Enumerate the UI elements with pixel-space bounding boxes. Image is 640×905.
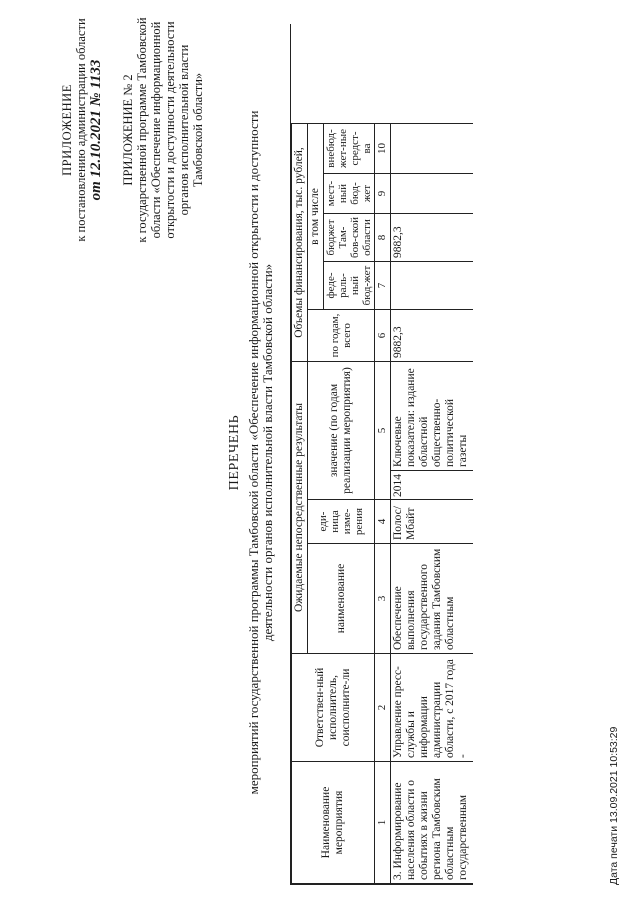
cell-federal	[391, 262, 474, 310]
cell-executor: Управление пресс-службы и информации администрации области, с 2017 года -	[391, 654, 474, 762]
appendix-header	[60, 15, 205, 245]
title-line-1: мероприятий государственной программы Тамбовской области «Обеспечение информационной открытости и доступности	[246, 110, 261, 795]
cell-extra-budget	[391, 124, 474, 174]
cell-unit: Полос/ Мбайт	[391, 500, 474, 544]
appendix-program-ref: к государственной программе Тамбовской области «Обеспечение информационной открытости и доступности деятельности органов исполнительной власти Тамбовской области»	[135, 17, 205, 243]
measures-table	[290, 24, 473, 885]
cell-result-name: Обеспечение выполнения государственного задания Тамбовским областным	[391, 544, 474, 654]
header-finance: Объемы финансирования, тыс. рублей,	[292, 124, 308, 362]
header-expected-results: Ожидаемые непосредственные результаты	[292, 362, 308, 654]
col-number: 6	[375, 310, 391, 362]
header-result-name: наименование	[308, 544, 375, 654]
appendix-resolution: к постановлению администрации области	[74, 18, 88, 242]
header-unit: еди-ница изме-рения	[308, 500, 375, 544]
header-measure-name: Наименование мероприятия	[292, 762, 375, 884]
handwritten-date-number: от 12.10.2021 № 1133	[88, 59, 104, 201]
col-number: 9	[375, 174, 391, 214]
col-number: 8	[375, 214, 391, 262]
col-number: 1	[375, 762, 391, 884]
title-heading: ПЕРЕЧЕНЬ	[227, 414, 242, 491]
header-total-by-year: по годам, всего	[308, 310, 375, 362]
document-title	[228, 0, 275, 905]
header-local: мест-ный бюд-жет	[324, 174, 375, 214]
col-number: 4	[375, 500, 391, 544]
col-number: 10	[375, 124, 391, 174]
cell-total: 9882,3	[391, 310, 474, 362]
cell-measure-name: 3. Информирование населения области о событиях в жизни региона Тамбовским областным государственным	[391, 762, 474, 884]
print-date: Дата печати 13.09.2021 10:53:29	[608, 726, 620, 885]
col-number: 2	[375, 654, 391, 762]
col-number: 3	[375, 544, 391, 654]
cell-local	[391, 174, 474, 214]
header-federal: феде-раль-ный бюд-жет	[324, 262, 375, 310]
header-executor: Ответствен-ный исполнитель, соисполните-ли	[292, 654, 375, 762]
table-row	[391, 124, 474, 884]
appendix-number: ПРИЛОЖЕНИЕ № 2	[121, 74, 135, 186]
header-regional: бюджет Там-бов-ской области	[324, 214, 375, 262]
col-number: 7	[375, 262, 391, 310]
cell-indicator: Ключевые показатели: издание областной общественно-политической газеты	[392, 368, 469, 467]
cell-regional: 9882,3	[391, 214, 474, 262]
header-value: значение (по годам реализации мероприятия)	[308, 362, 375, 500]
header-extra-budget: внебюд-жет-ные средст-ва	[324, 124, 375, 174]
header-including: в том числе	[308, 124, 324, 310]
appendix-label: ПРИЛОЖЕНИЕ	[60, 84, 74, 176]
col-number: 5	[375, 362, 391, 500]
cell-year: 2014	[391, 470, 473, 499]
title-line-2: деятельности органов исполнительной власти Тамбовской области»	[260, 263, 275, 642]
cell-value	[391, 362, 474, 500]
